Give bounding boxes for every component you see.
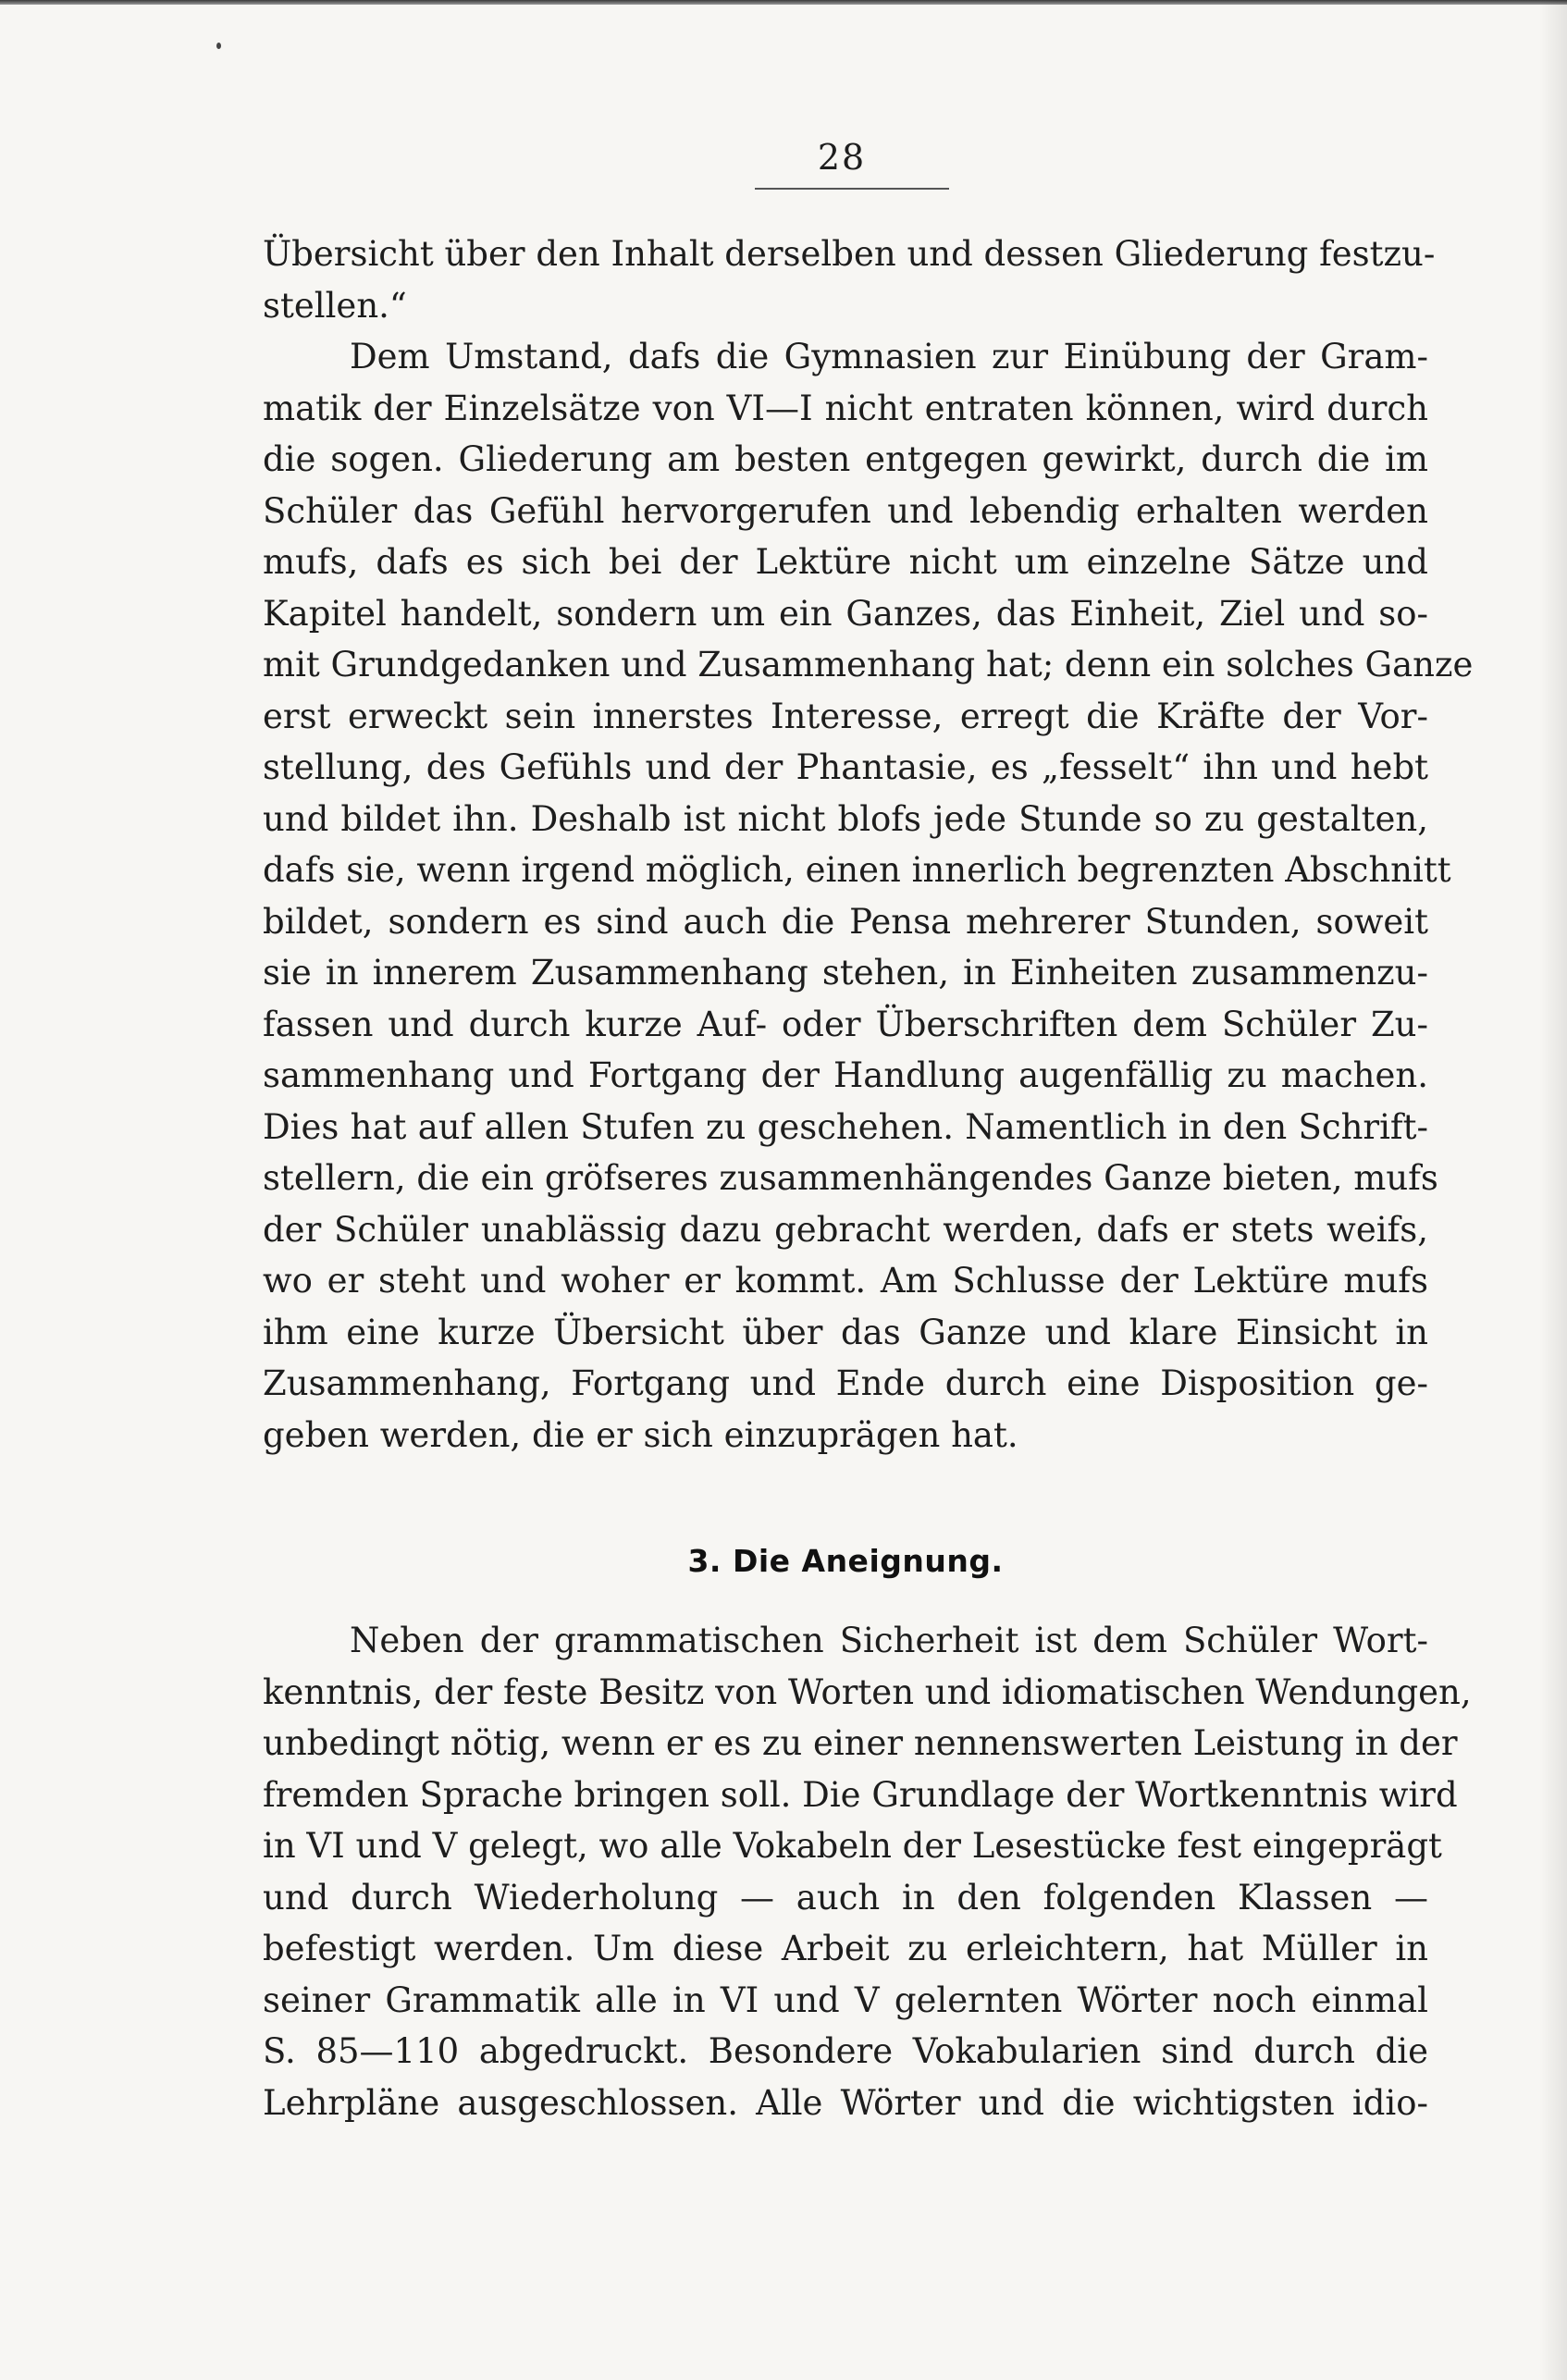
text-line: stellern, die ein gröfseres zusammenhängendes Ganze bieten, mufs (263, 1158, 1438, 1198)
paragraph-first-line: Neben der grammatischen Sicherheit ist dem Schüler Wort- (350, 1621, 1428, 1660)
text-line: wo er steht und woher er kommt. Am Schlusse der Lektüre mufs (263, 1261, 1428, 1301)
text-line: stellung, des Gefühls und der Phantasie, es „fesselt“ ihn und hebt (263, 747, 1428, 787)
text-line: Dies hat auf allen Stufen zu geschehen. Namentlich in den Schrift- (263, 1106, 1428, 1147)
page-number: 28 (817, 137, 867, 178)
scan-speck (216, 43, 221, 49)
body-text-block-1 (263, 228, 1474, 1461)
text-line: kenntnis, der feste Besitz von Worten und idiomatischen Wendungen, (263, 1671, 1472, 1712)
text-line: der Schüler unablässig dazu gebracht werden, dafs er stets weifs, (263, 1209, 1428, 1250)
text-line: Zusammenhang, Fortgang und Ende durch eine Disposition ge- (263, 1363, 1428, 1403)
text-line: stellen.“ (263, 285, 407, 326)
text-line: in VI und V gelegt, wo alle Vokabeln der Lesestücke fest eingeprägt (263, 1826, 1442, 1866)
text-line: Übersicht über den Inhalt derselben und dessen Gliederung festzu- (263, 234, 1436, 274)
text-line: und bildet ihn. Deshalb ist nicht blofs jede Stunde so zu gestalten, (263, 798, 1428, 839)
page-number-rule (755, 188, 949, 190)
text-line: Schüler das Gefühl hervorgerufen und lebendig erhalten werden (263, 490, 1428, 531)
paragraph-first-line: Dem Umstand, dafs die Gymnasien zur Einübung der Gram- (350, 337, 1428, 376)
text-line: sie in innerem Zusammenhang stehen, in Einheiten zusammenzu- (263, 953, 1428, 993)
text-line: matik der Einzelsätze von VI—I nicht entraten können, wird durch (263, 388, 1428, 428)
text-line: bildet, sondern es sind auch die Pensa mehrerer Stunden, soweit (263, 901, 1428, 942)
text-line: seiner Grammatik alle in VI und V gelernten Wörter noch einmal (263, 1979, 1428, 2020)
text-line: erst erweckt sein innerstes Interesse, erregt die Kräfte der Vor- (263, 696, 1428, 736)
text-line: S. 85—110 abgedruckt. Besondere Vokabularien sind durch die (263, 2031, 1428, 2071)
text-line: unbedingt nötig, wenn er es zu einer nennenswerten Leistung in der (263, 1723, 1458, 1763)
text-line: Kapitel handelt, sondern um ein Ganzes, das Einheit, Ziel und so- (263, 593, 1428, 634)
text-line: die sogen. Gliederung am besten entgegen gewirkt, durch die im (263, 439, 1428, 479)
scan-right-shadow (1539, 0, 1567, 2380)
text-line: und durch Wiederholung — auch in den folgenden Klassen — (263, 1877, 1428, 1918)
text-line: sammenhang und Fortgang der Handlung augenfällig zu machen. (263, 1055, 1428, 1095)
text-line: befestigt werden. Um diese Arbeit zu erleichtern, hat Müller in (263, 1929, 1428, 1968)
scan-top-edge (0, 0, 1567, 5)
text-line: geben werden, die er sich einzuprägen hat. (263, 1414, 1018, 1455)
text-line: ihm eine kurze Übersicht über das Ganze und klare Einsicht in (263, 1312, 1428, 1352)
body-text-block-2 (263, 1615, 1472, 2128)
text-line: fremden Sprache bringen soll. Die Grundlage der Wortkenntnis wird (263, 1774, 1458, 1815)
text-line: Lehrpläne ausgeschlossen. Alle Wörter und die wichtigsten idio- (263, 2082, 1428, 2123)
text-line: dafs sie, wenn irgend möglich, einen innerlich begrenzten Abschnitt (263, 850, 1451, 890)
text-line: fassen und durch kurze Auf- oder Überschriften dem Schüler Zu- (263, 1004, 1428, 1044)
section-heading: 3. Die Aneignung. (687, 1543, 1004, 1579)
text-line: mit Grundgedanken und Zusammenhang hat; denn ein solches Ganze (263, 645, 1474, 684)
text-line: mufs, dafs es sich bei der Lektüre nicht um einzelne Sätze und (263, 542, 1428, 582)
